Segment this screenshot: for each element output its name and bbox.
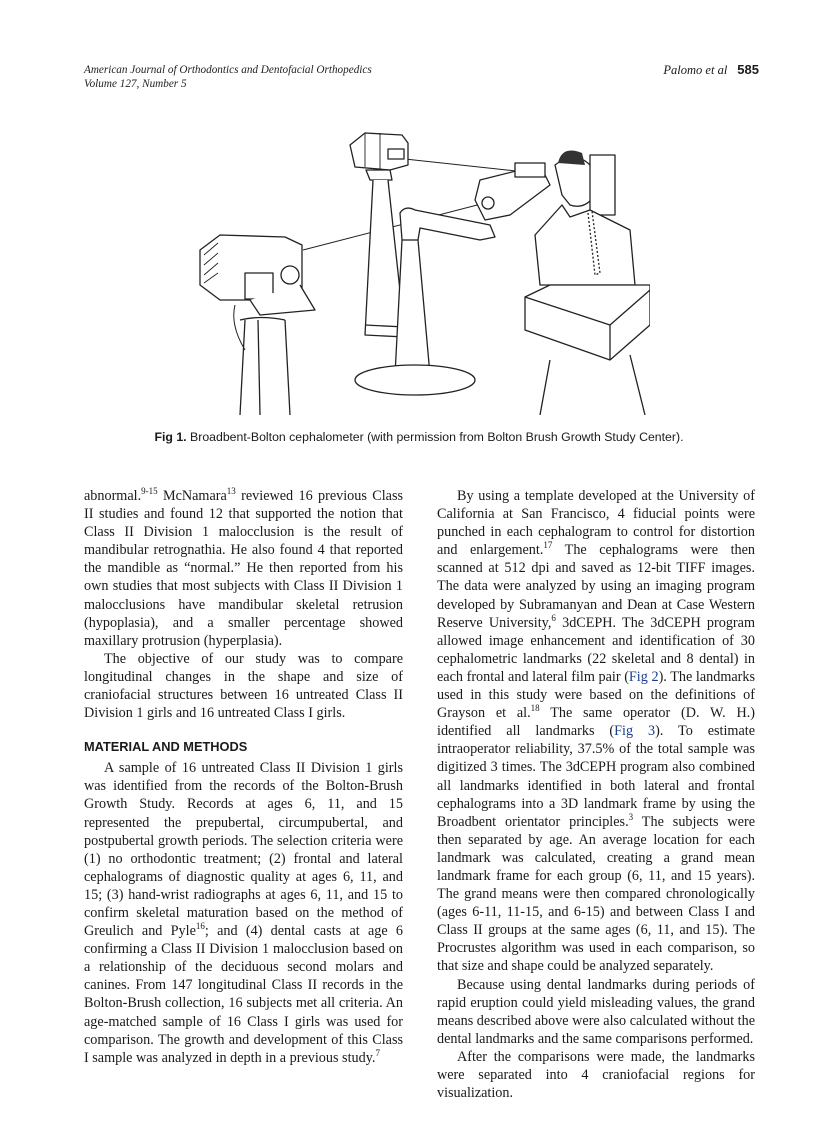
- text-run: abnormal.: [84, 488, 142, 504]
- text-run: By using a template developed at the University of California at San Francisco, 4 fiducial points were punched in each cephalogram to control for distortion and enlargement.: [437, 488, 755, 559]
- author-names: Palomo et al: [663, 63, 728, 77]
- citation-ref[interactable]: 16: [195, 921, 205, 932]
- text-run: McNamara: [157, 488, 227, 504]
- paragraph: [84, 759, 403, 1067]
- citation-ref[interactable]: 18: [530, 703, 540, 714]
- paragraph: After the comparisons were made, the landmarks were separated into 4 craniofacial regions for visualization.: [437, 1048, 755, 1102]
- left-xray-source-icon: [200, 235, 315, 415]
- journal-title: American Journal of Orthodontics and Dentofacial Orthopedics: [84, 64, 372, 76]
- head-holder-icon: [475, 163, 550, 220]
- page-authors: [663, 63, 759, 77]
- paragraph: Because using dental landmarks during periods of rapid eruption could yield misleading values, the grand means described above were also calculated without the dental landmarks and the same comparisons performed.: [437, 976, 755, 1047]
- citation-ref[interactable]: 6: [551, 612, 556, 623]
- text-run: The same operator (D. W. H.) identified all landmarks (: [437, 705, 755, 740]
- journal-info: [84, 63, 372, 91]
- figure-label: Fig 1.: [154, 430, 187, 444]
- right-column: [437, 487, 755, 1102]
- figure-link-fig2[interactable]: Fig 2: [628, 668, 659, 685]
- text-run: The cephalograms were then scanned at 512 dpi and saved as 12-bit TIFF images. The data were analyzed by using an imaging program developed by Subramanyan and Dean at Case Western Reserve University,: [437, 542, 756, 631]
- citation-ref[interactable]: 7: [375, 1047, 380, 1058]
- text-run: A sample of 16 untreated Class II Division 1 girls was identified from the records of the Bolton-Brush Growth Study. Records at ages 6, 11, and 15 represented the prepubertal, circumpubertal, and postpubertal growth periods. The selection criteria were (1) no orthodontic treatment; (2) frontal and lateral cephalograms of diagnostic quality at ages 6, 11, and 15; (3) hand-wrist radiographs at ages 6, 11, and 15 to confirm skeletal maturation based on the method of Greulich and Pyle: [84, 760, 403, 940]
- citation-ref[interactable]: 17: [543, 540, 553, 551]
- text-run: ; and (4) dental casts at age 6 confirming a Class II Division 1 malocclusion based on a relationship of the deciduous second molars and canines. From 147 longitudinal Class II records in the Bolton-Brush collection, 16 subjects met all criteria. An age-matched sample of 16 Class I girls was used for comparison. The growth and development of this Class I sample was analyzed in depth in a previous study.: [84, 923, 404, 1066]
- running-head: [84, 63, 759, 95]
- figure-link-fig3[interactable]: Fig 3: [614, 723, 656, 740]
- citation-ref[interactable]: 3: [628, 811, 634, 822]
- left-column: [84, 487, 403, 1067]
- text-run: ). To estimate intraoperator reliability, 37.5% of the total sample was digitized 3 times. The 3dCEPH program also combined all landmarks identified in both lateral and frontal cephalograms into a 3D landmark frame by using the Broadbent orientator principles.: [437, 723, 755, 830]
- citation-ref[interactable]: 13: [226, 486, 236, 496]
- paragraph: [437, 487, 755, 976]
- figure-caption-text: Broadbent-Bolton cephalometer (with permission from Bolton Brush Growth Study Center).: [190, 430, 684, 444]
- journal-volume: Volume 127, Number 5: [84, 78, 187, 90]
- section-heading: MATERIAL AND METHODS: [84, 739, 248, 755]
- figure-caption: [0, 430, 838, 444]
- citation-ref[interactable]: 9-15: [141, 486, 158, 496]
- page-number: 585: [737, 62, 759, 77]
- text-run: The subjects were then separated by age. An average location for each landmark was calculated, creating a grand mean landmark frame for each group (6, 11, and 15 years). The grand means were then compared chronologically (ages 6-11, 11-15, and 6-15) and between Class I and Class II groups at the same ages (6, 11, and 15). The Procrustes algorithm was used in each comparison, so that size and shape could be analyzed separately.: [437, 813, 756, 975]
- cassette-box-icon: [525, 285, 650, 415]
- patient-figure-icon: [535, 151, 635, 285]
- paragraph: The objective of our study was to compare longitudinal changes in the shape and size of craniofacial structures between 16 untreated Class II Division 1 girls and 16 untreated Class I girls.: [84, 650, 403, 722]
- paragraph: [84, 487, 403, 650]
- figure-1-illustration: [190, 125, 650, 415]
- text-run: ). The landmarks used in this study were based on the definitions of Grayson et al.: [437, 668, 756, 722]
- text-run: 3dCEPH. The 3dCEPH program allowed image enhancement and identification of 30 cephalometric landmarks (22 skeletal and 8 dental) in each frontal and lateral film pair (: [437, 614, 755, 685]
- text-run: reviewed 16 previous Class II studies and found 12 that supported the notion that Class II Division 1 malocclusion is the result of mandibular retrognathia. He also found 4 that reported the mandible as “normal.” He then reported from his own studies that most subjects with Class II Division 1 malocclusions have mandibular skeletal retrusion (hypoplasia), and a smaller percentage showed maxillary protrusion (hyperplasia).: [84, 488, 403, 649]
